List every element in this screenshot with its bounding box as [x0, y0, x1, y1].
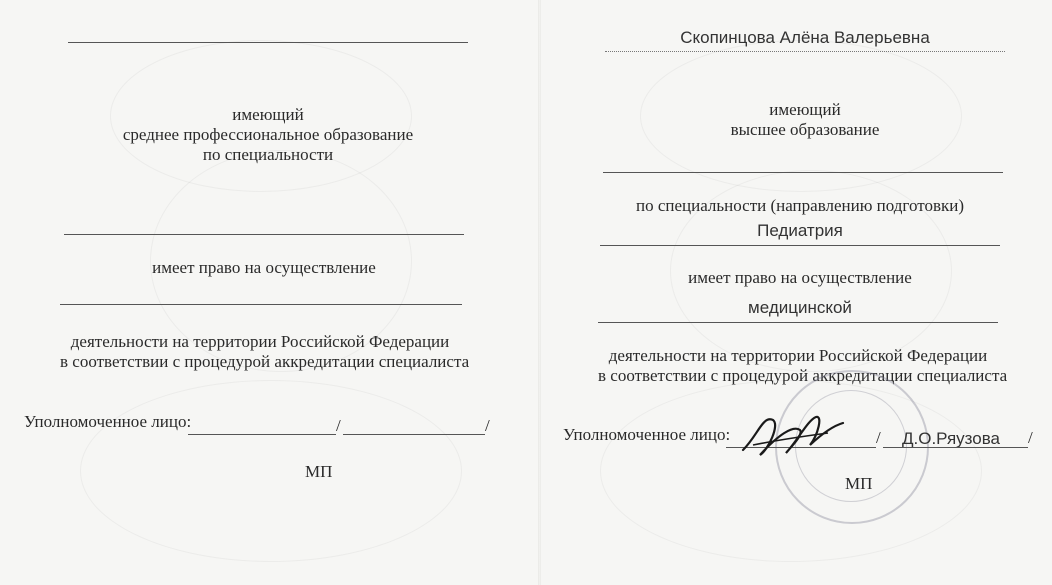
activity-text-2-right: в соответствии с процедурой аккредитации специалиста	[598, 366, 1008, 385]
activity-text-1: деятельности на территории Российской Федерации	[70, 332, 450, 351]
education-label-right: высшее образование	[730, 120, 880, 139]
having-label: имеющий	[232, 105, 304, 124]
authorized-person-label-right: Уполномоченное лицо:	[563, 425, 731, 444]
education-label: среднее профессиональное образование	[122, 125, 414, 144]
authorized-person-label: Уполномоченное лицо:	[24, 412, 192, 431]
signatory-name: Д.О.Ряузова	[902, 429, 1001, 448]
right-to-label-right: имеет право на осуществление	[688, 268, 912, 287]
activity-line-right	[598, 322, 998, 323]
signatory-line-right	[883, 447, 1028, 448]
mp-label-right: МП	[845, 474, 873, 493]
mp-label: МП	[305, 462, 333, 481]
having-label-right: имеющий	[769, 100, 841, 119]
name-line-right	[605, 51, 1005, 52]
signatory-line	[343, 434, 485, 435]
slash-end: /	[485, 416, 490, 435]
slash-right: /	[876, 428, 881, 447]
activity-value: медицинской	[748, 298, 852, 317]
specialty-line	[64, 234, 464, 235]
signature-line	[188, 434, 336, 435]
slash: /	[336, 416, 341, 435]
slash-end-right: /	[1028, 428, 1033, 447]
specialty-label: по специальности	[202, 145, 334, 164]
activity-text-1-right: деятельности на территории Российской Федерации	[608, 346, 988, 365]
activity-text-2: в соответствии с процедурой аккредитации специалиста	[60, 352, 470, 371]
specialty-value: Педиатрия	[757, 221, 843, 240]
specialty-line-right	[600, 245, 1000, 246]
signature	[738, 405, 848, 465]
activity-line	[60, 304, 462, 305]
page-fold	[538, 0, 541, 585]
holder-name: Скопинцова Алёна Валерьевна	[680, 28, 930, 47]
name-line	[68, 42, 468, 43]
specialty-label-right: по специальности (направлению подготовки)	[635, 196, 965, 215]
right-to-label: имеет право на осуществление	[152, 258, 376, 277]
education-line	[603, 172, 1003, 173]
